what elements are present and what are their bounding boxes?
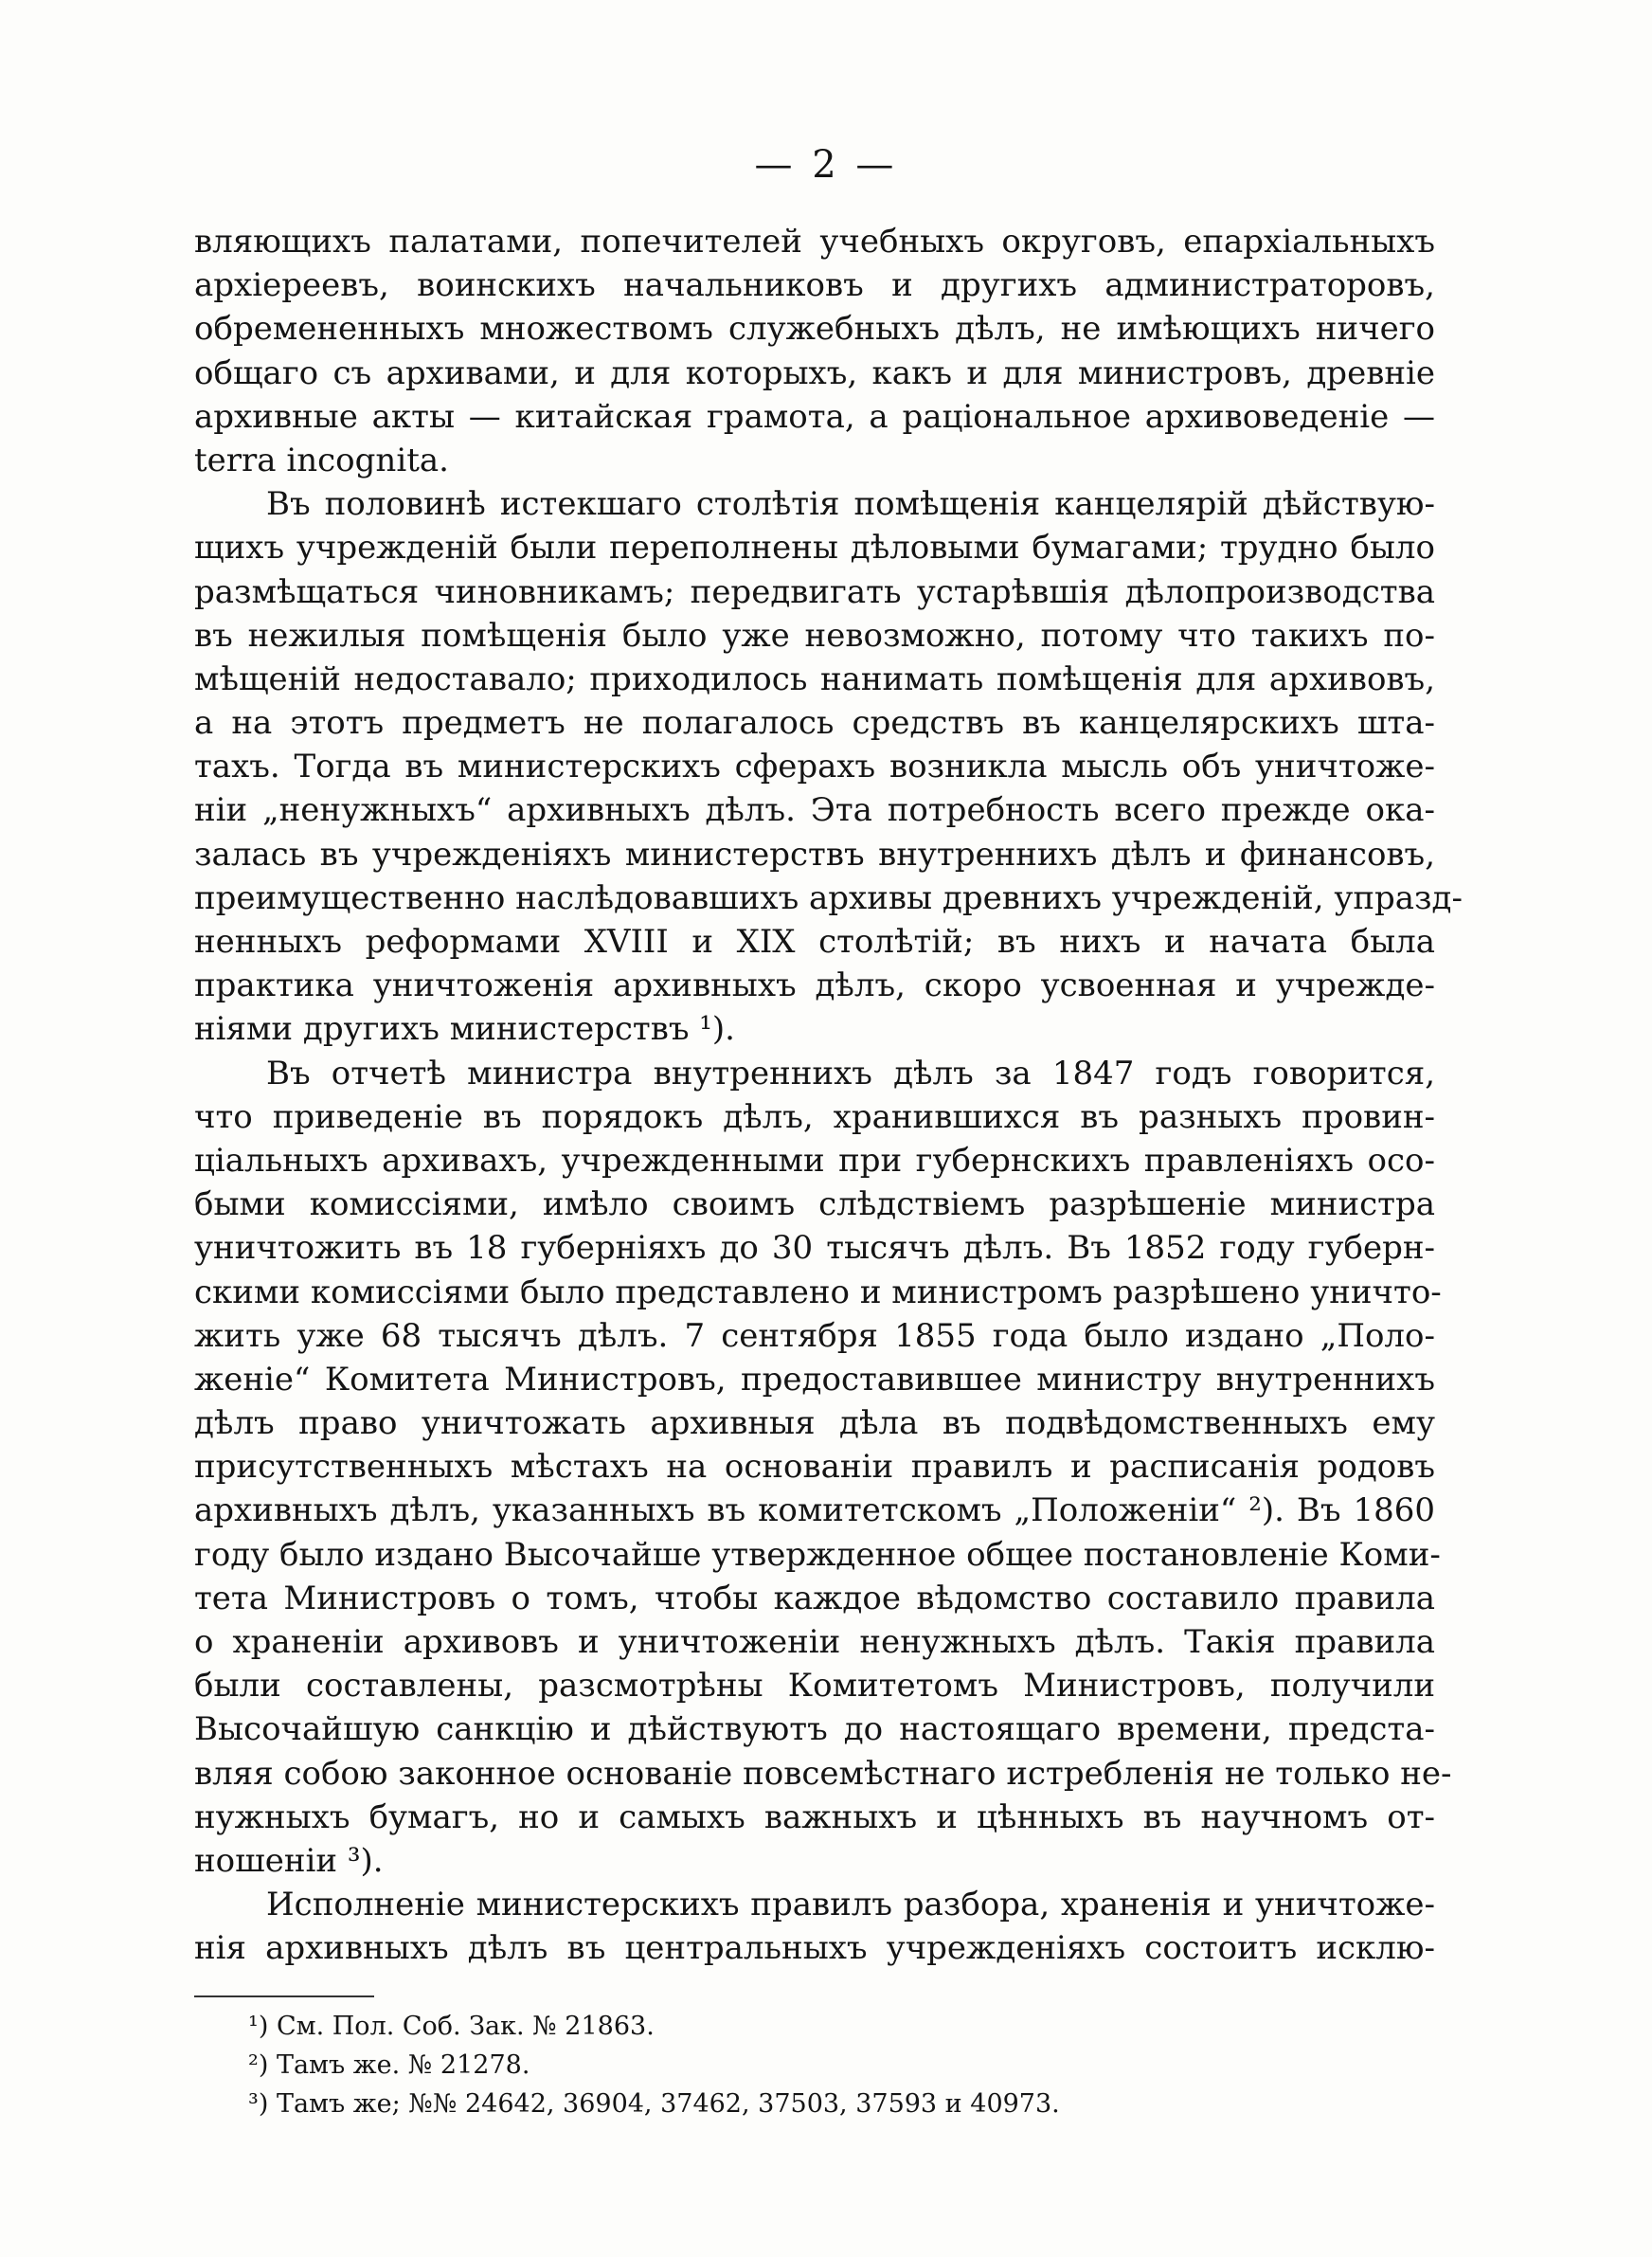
- footnote-1: ¹) См. Пол. Соб. Зак. № 21863.: [248, 2012, 655, 2041]
- text-line: архіереевъ, воинскихъ начальниковъ и другихъ администраторовъ,: [194, 266, 1435, 305]
- text-line: нія архивныхъ дѣлъ въ центральныхъ учрежденіяхъ состоитъ исклю-: [194, 1929, 1435, 1968]
- text-line: обремененныхъ множествомъ служебныхъ дѣлъ, не имѣющихъ ничего: [194, 310, 1435, 349]
- page-number: — 2 —: [754, 143, 898, 187]
- text-line: Въ отчетѣ министра внутреннихъ дѣлъ за 1847 годъ говорится,: [266, 1054, 1435, 1092]
- text-line: дѣлъ право уничтожать архивныя дѣла въ подвѣдомственныхъ ему: [194, 1404, 1435, 1443]
- text-line: уничтожить въ 18 губерніяхъ до 30 тысячъ дѣлъ. Въ 1852 году губерн-: [194, 1229, 1435, 1268]
- text-line: о храненіи архивовъ и уничтоженіи ненужныхъ дѣлъ. Такія правила: [194, 1623, 1435, 1661]
- footnote-divider: [194, 1995, 374, 1997]
- text-line: что приведеніе въ порядокъ дѣлъ, хранившихся въ разныхъ провин-: [194, 1097, 1435, 1136]
- text-line: Высочайшую санкцію и дѣйствуютъ до настоящаго времени, предста-: [194, 1710, 1435, 1749]
- text-line: общаго съ архивами, и для которыхъ, какъ и для министровъ, древніе: [194, 353, 1435, 392]
- text-line: были составлены, разсмотрѣны Комитетомъ Министровъ, получили: [194, 1667, 1435, 1706]
- text-line: Исполненіе министерскихъ правилъ разбора, храненія и уничтоже-: [266, 1886, 1435, 1924]
- paragraph-2: [194, 482, 1463, 1051]
- text-line: мѣщеній недоставало; приходилось нанимать помѣщенія для архивовъ,: [194, 659, 1435, 698]
- text-line: преимущественно наслѣдовавшихъ архивы древнихъ учрежденій, упразд-: [194, 878, 1463, 917]
- text-line: залась въ учрежденіяхъ министерствъ внутреннихъ дѣлъ и финансовъ,: [194, 835, 1435, 874]
- text-line: присутственныхъ мѣстахъ на основаніи правилъ и расписанія родовъ: [194, 1448, 1435, 1487]
- text-line: ненныхъ реформами XVIII и XIX столѣтій; въ нихъ и начата была: [194, 923, 1435, 961]
- text-line: щихъ учрежденій были переполнены дѣловыми бумагами; трудно было: [194, 529, 1435, 568]
- text-line: ніи „ненужныхъ“ архивныхъ дѣлъ. Эта потребность всего прежде ока-: [194, 791, 1435, 830]
- footnote-2: ²) Тамъ же. № 21278.: [248, 2050, 530, 2080]
- text-line: тета Министровъ о томъ, чтобы каждое вѣдомство составило правила: [194, 1579, 1435, 1617]
- paragraph-1: [194, 220, 1435, 482]
- text-line: а на этотъ предметъ не полагалось средствъ въ канцелярскихъ шта-: [194, 704, 1435, 743]
- paragraph-4: [194, 1883, 1435, 1970]
- text-line: быми комиссіями, имѣло своимъ слѣдствіемъ разрѣшеніе министра: [194, 1185, 1435, 1224]
- text-line: архивные акты — китайская грамота, а раціональное архивоведеніе —: [194, 397, 1435, 436]
- text-line: женіе“ Комитета Министровъ, предоставившее министру внутреннихъ: [194, 1360, 1435, 1399]
- text-line: году было издано Высочайше утвержденное общее постановленіе Коми-: [194, 1535, 1441, 1574]
- text-line: размѣщаться чиновникамъ; передвигать устарѣвшія дѣлопроизводства: [194, 572, 1435, 611]
- text-line: ціальныхъ архивахъ, учрежденными при губернскихъ правленіяхъ осо-: [194, 1141, 1435, 1180]
- footnote-3: ³) Тамъ же; №№ 24642, 36904, 37462, 37503, 37593 и 40973.: [248, 2089, 1060, 2119]
- footnotes: [248, 2007, 1060, 2123]
- text-line: Въ половинѣ истекшаго столѣтія помѣщенія канцелярій дѣйствую-: [266, 485, 1435, 524]
- text-line: ношеніи ³).: [194, 1841, 384, 1880]
- text-line: въ нежилыя помѣщенія было уже невозможно, потому что такихъ по-: [194, 616, 1435, 655]
- text-line: тахъ. Тогда въ министерскихъ сферахъ возникла мысль объ уничтоже-: [194, 748, 1435, 786]
- text-line: нужныхъ бумагъ, но и самыхъ важныхъ и цѣнныхъ въ научномъ от-: [194, 1797, 1435, 1836]
- text-line: вляющихъ палатами, попечителей учебныхъ округовъ, епархіальныхъ: [194, 223, 1435, 261]
- text-line: terra incognita.: [194, 441, 449, 479]
- text-line: архивныхъ дѣлъ, указанныхъ въ комитетскомъ „Положеніи“ ²). Въ 1860: [194, 1491, 1435, 1530]
- paragraph-3: [194, 1052, 1452, 1884]
- text-line: жить уже 68 тысячъ дѣлъ. 7 сентября 1855 года было издано „Поло-: [194, 1316, 1435, 1355]
- text-line: ніями другихъ министерствъ ¹).: [194, 1010, 735, 1049]
- text-line: вляя собою законное основаніе повсемѣстнаго истребленія не только не-: [194, 1754, 1452, 1793]
- main-text: [194, 220, 1463, 1971]
- text-line: скими комиссіями было представлено и министромъ разрѣшено уничто-: [194, 1273, 1442, 1311]
- text-line: практика уничтоженія архивныхъ дѣлъ, скоро усвоенная и учрежде-: [194, 966, 1435, 1005]
